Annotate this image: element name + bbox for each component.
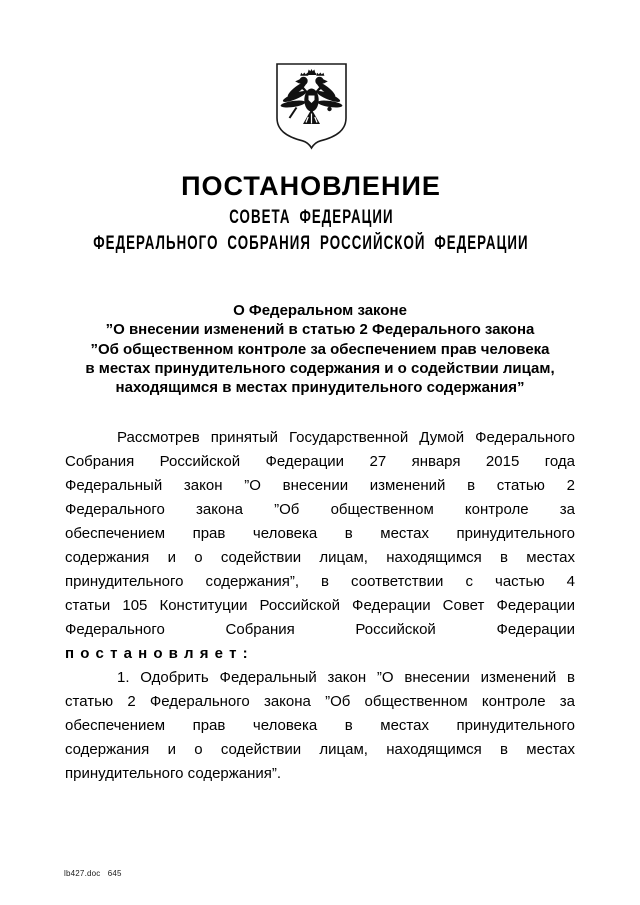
text-line: Федеральный закон ”О внесении изменений в статью 2 <box>65 477 575 494</box>
text-line: Федерального Собрания Российской Федерации <box>65 621 575 638</box>
text-line: обеспечением прав человека в местах принудительного <box>65 717 575 734</box>
text-line: статьи 105 Конституции Российской Федерации Совет Федерации <box>65 597 575 614</box>
text-line: обеспечением прав человека в местах принудительного <box>65 525 575 542</box>
title-soveta-federacii-text: СОВЕТА ФЕДЕРАЦИИ <box>228 207 394 228</box>
text-line: Федерального закона ”Об общественном контроле за <box>65 501 575 518</box>
title-federalnogo-sobraniya <box>0 233 622 255</box>
decree-word: п о с т а н о в л я е т : <box>65 645 249 662</box>
title-soveta-federacii <box>0 207 622 229</box>
document-title: ПОСТАНОВЛЕНИЕ <box>181 171 441 201</box>
text-line: содержания и о содействии лицам, находящимся в местах <box>65 741 575 758</box>
text-line: содержания и о содействии лицам, находящимся в местах <box>65 549 575 566</box>
subject-line: ”О внесении изменений в статью 2 Федерального закона <box>105 321 535 339</box>
text-line: 1. Одобрить Федеральный закон ”О внесении изменений в <box>117 669 575 686</box>
paragraph-preamble <box>65 426 575 666</box>
text-line: принудительного содержания”. <box>65 765 282 782</box>
subject-line: в местах принудительного содержания и о содействии лицам, <box>85 359 555 377</box>
title-federalnogo-sobraniya-text: ФЕДЕРАЛЬНОГО СОБРАНИЯ РОССИЙСКОЙ ФЕДЕРАЦИИ <box>93 233 529 254</box>
text-line: Собрания Российской Федерации 27 января 2015 года <box>65 453 575 470</box>
text-line: принудительного содержания”, в соответствии с частью 4 <box>65 573 575 590</box>
text-line: Рассмотрев принятый Государственной Думой Федерального <box>117 429 575 446</box>
subject-line: О Федеральном законе <box>233 302 407 319</box>
russian-coat-of-arms-icon <box>275 62 348 150</box>
paragraph-item-1 <box>65 666 575 786</box>
emblem-container <box>0 62 622 155</box>
subject-line: ”Об общественном контроле за обеспечением прав человека <box>90 340 550 358</box>
subject-line: находящимся в местах принудительного содержания” <box>115 379 525 397</box>
text-line: статью 2 Федерального закона ”Об общественном контроле за <box>65 693 575 710</box>
body-text <box>65 426 575 786</box>
subject-heading <box>65 301 575 397</box>
footer-file-note: lb427.doc 645 <box>64 869 122 878</box>
